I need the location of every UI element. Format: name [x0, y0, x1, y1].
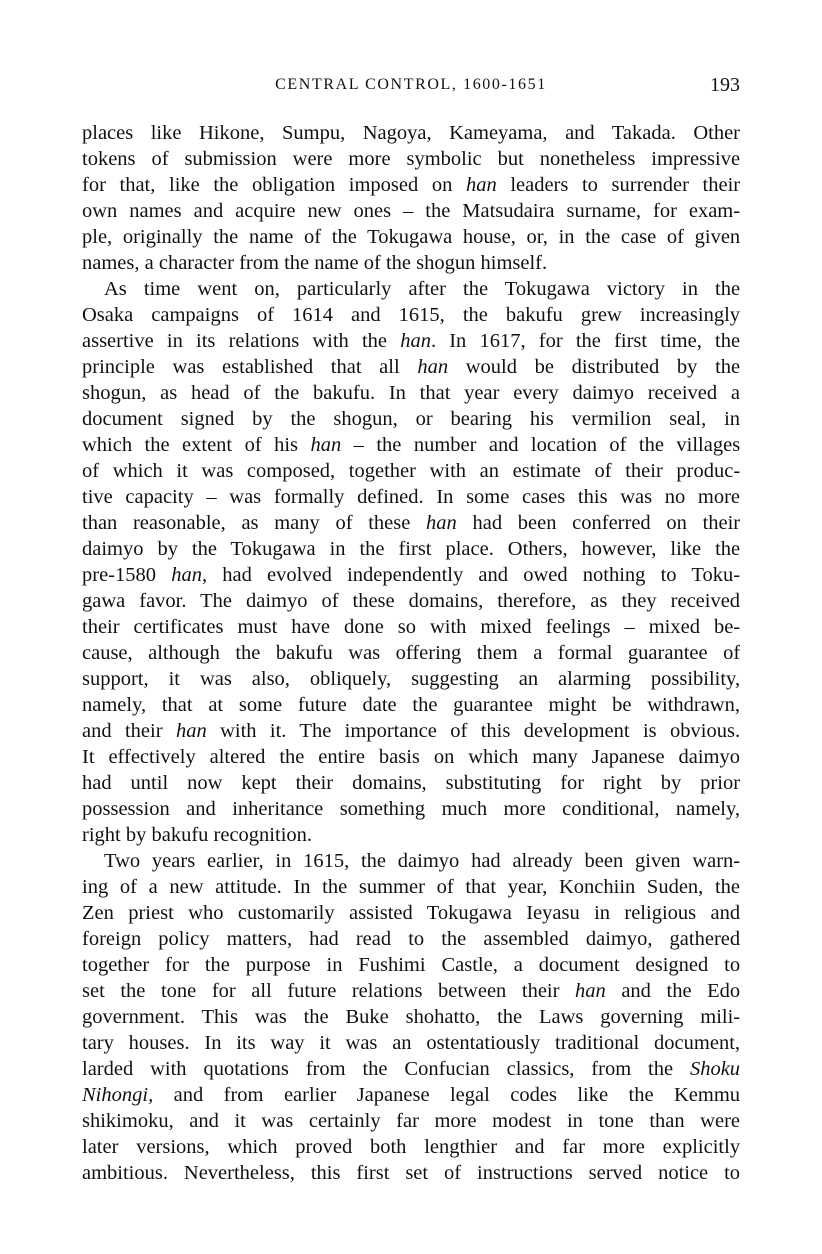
text-line: had until now kept their domains, substituting for right by prior	[82, 772, 740, 794]
text-line: than reasonable, as many of these han had been conferred on their	[82, 512, 740, 534]
text-line: tokens of submission were more symbolic but nonetheless impressive	[82, 148, 740, 170]
text-line: foreign policy matters, had read to the assembled daimyo, gathered	[82, 928, 740, 950]
text-line: larded with quotations from the Confucian classics, from the Shoku	[82, 1058, 740, 1080]
text-line: which the extent of his han – the number and location of the villages	[82, 434, 740, 456]
text-line: Nihongi, and from earlier Japanese legal codes like the Kemmu	[82, 1084, 740, 1106]
text-line: gawa favor. The daimyo of these domains, therefore, as they received	[82, 590, 740, 612]
text-line: document signed by the shogun, or bearing his vermilion seal, in	[82, 408, 740, 430]
text-line: places like Hikone, Sumpu, Nagoya, Kameyama, and Takada. Other	[82, 122, 740, 144]
text-line: tary houses. In its way it was an ostentatiously traditional document,	[82, 1032, 740, 1054]
text-line: for that, like the obligation imposed on han leaders to surrender their	[82, 174, 740, 196]
text-line: right by bakufu recognition.	[82, 824, 313, 846]
text-line: Zen priest who customarily assisted Tokugawa Ieyasu in religious and	[82, 902, 740, 924]
text-line: pre-1580 han, had evolved independently and owed nothing to Toku-	[82, 564, 740, 586]
text-line: their certificates must have done so with mixed feelings – mixed be-	[82, 616, 740, 638]
text-line: together for the purpose in Fushimi Castle, a document designed to	[82, 954, 740, 976]
text-line: later versions, which proved both lengthier and far more explicitly	[82, 1136, 740, 1158]
running-head	[82, 72, 740, 100]
text-line: ple, originally the name of the Tokugawa house, or, in the case of given	[82, 226, 740, 248]
text-line: tive capacity – was formally defined. In some cases this was no more	[82, 486, 740, 508]
text-line: Two years earlier, in 1615, the daimyo had already been given warn-	[104, 850, 740, 872]
text-line: principle was established that all han would be distributed by the	[82, 356, 740, 378]
text-line: namely, that at some future date the guarantee might be withdrawn,	[82, 694, 740, 716]
text-line: set the tone for all future relations between their han and the Edo	[82, 980, 740, 1002]
text-line: assertive in its relations with the han. In 1617, for the first time, the	[82, 330, 740, 352]
text-line: possession and inheritance something much more conditional, namely,	[82, 798, 740, 820]
text-line: names, a character from the name of the shogun himself.	[82, 252, 548, 274]
text-line: shikimoku, and it was certainly far more modest in tone than were	[82, 1110, 740, 1132]
body-text	[82, 120, 740, 1186]
text-line: and their han with it. The importance of this development is obvious.	[82, 720, 740, 742]
text-line: daimyo by the Tokugawa in the first place. Others, however, like the	[82, 538, 740, 560]
page-number: 193	[710, 74, 740, 96]
text-line: ing of a new attitude. In the summer of that year, Konchiin Suden, the	[82, 876, 740, 898]
text-line: support, it was also, obliquely, suggesting an alarming possibility,	[82, 668, 740, 690]
running-title: CENTRAL CONTROL, 1600-1651	[275, 76, 547, 93]
text-line: Osaka campaigns of 1614 and 1615, the bakufu grew increasingly	[82, 304, 740, 326]
text-line: shogun, as head of the bakufu. In that year every daimyo received a	[82, 382, 740, 404]
text-line: ambitious. Nevertheless, this first set of instructions served notice to	[82, 1162, 740, 1184]
text-line: own names and acquire new ones – the Matsudaira surname, for exam-	[82, 200, 740, 222]
text-line: It effectively altered the entire basis on which many Japanese daimyo	[82, 746, 740, 768]
text-line: of which it was composed, together with an estimate of their produc-	[82, 460, 740, 482]
text-line: As time went on, particularly after the Tokugawa victory in the	[104, 278, 740, 300]
text-line: cause, although the bakufu was offering them a formal guarantee of	[82, 642, 740, 664]
text-line: government. This was the Buke shohatto, the Laws governing mili-	[82, 1006, 740, 1028]
